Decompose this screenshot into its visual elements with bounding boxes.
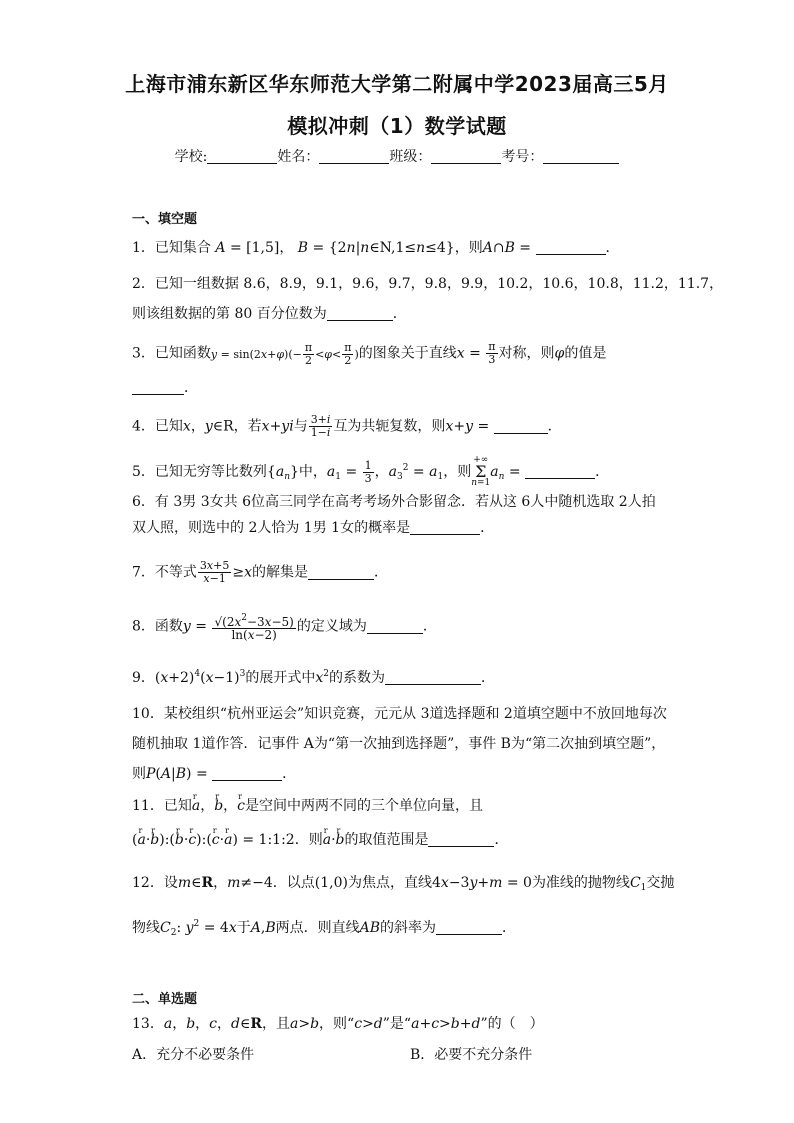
name-label: 姓名：: [277, 149, 320, 165]
question-2: 2．已知一组数据 8.6，8.9，9.1，9.6，9.7，9.8，9.9，10.2，10.6，10.8，11.2，11.7， 则该组数据的第 80 百分位数为 ．: [132, 276, 724, 322]
school-blank: [207, 149, 277, 164]
student-info-line: [0, 146, 794, 166]
option-b[interactable]: B．必要不充分条件: [410, 1047, 533, 1063]
question-6: 6．有 3男 3女共 6位高三同学在高考考场外合影留念．若从这 6人中随机选取 2人拍 双人照，则选中的 2人恰为 1男 1女的概率是 ．: [132, 494, 656, 536]
class-blank: [431, 149, 501, 164]
number-label: 考号：: [501, 149, 544, 165]
question-3: 3．已知函数y = sin(2x+φ)(− $\frac{\pi}{2}$ <φ< $\frac{\pi}{2}$ )的图象关于直线x = $\frac{\pi}{3}$ 对称，则φ的值是: [132, 340, 607, 367]
exam-title-line1: 上海市浦东新区华东师范大学第二附属中学2023届高三5月: [125, 72, 669, 96]
question-7: 7．不等式 $\frac{3x+5}{x-1}$ ≥x的解集是 ．: [132, 559, 388, 585]
question-13: 13．a，b，c，d∈R，且a>b，则“c>d”是“a+c>b+d”的（ ）: [132, 1016, 544, 1032]
class-label: 班级：: [389, 149, 432, 165]
section-fill-in: 一、填空题: [132, 212, 198, 227]
exam-title-line2: 模拟冲刺（1）数学试题: [287, 114, 507, 138]
question-5: 5．已知无穷等比数列$\{a_n\}$中，$a_1$ = $\frac{1}{3}$ ，$a_3^2 = a_1$，则+∞ Σ $n=1a_n$ = ．: [132, 455, 610, 488]
question-9: 9．$(x+2)^4(x-1)^3$的展开式中$x^2$的系数为 ．: [132, 669, 495, 686]
question-4: 4．已知x，y∈R，若x+yi与 $\frac{3+i}{1-i}$ 互为共轭复数，则x+y = ．: [132, 413, 562, 439]
number-blank: [543, 149, 619, 164]
question-3-answer-line: ．: [132, 378, 672, 398]
question-8: 8．函数y = $\frac{√(2x^2-3x-5)}{\ln(x-2)}$ 的定义域为 ．: [132, 613, 437, 642]
question-10: 10．某校组织“杭州亚运会”知识竞赛，元元从 3道选择题和 2道填空题中不放回地每次 随机抽取 1道作答．记事件 A为“第一次抽到选择题”，事件 B为“第二次抽到填空题”， 则P(A|B) = ．: [132, 706, 667, 782]
option-a[interactable]: A．充分不必要条件: [132, 1047, 255, 1063]
question-12: 12．设m∈R，m≠−4．以点(1,0)为焦点，直线4x−3y+m = 0为准线的抛物线$C_1$交抛 物线$C_2$: $y^2 = 4x$于A,B两点．则直线AB的斜率为 ．: [132, 875, 675, 938]
section-single-choice: 二、单选题: [132, 992, 198, 1007]
school-label: 学校:: [174, 149, 208, 165]
name-blank: [319, 149, 389, 164]
question-11: 11．已知r a，r b，r c是空间中两两不同的三个单位向量，且 (r a·r b):(r b·r c):(r c·r a) = 1:1:2．则r a·r b的取值范围是 ．: [132, 796, 672, 850]
question-1: 1．已知集合 A = [1,5]， B = {2n|n∈N,1≤n≤4}，则A∩B = ．: [132, 240, 620, 256]
